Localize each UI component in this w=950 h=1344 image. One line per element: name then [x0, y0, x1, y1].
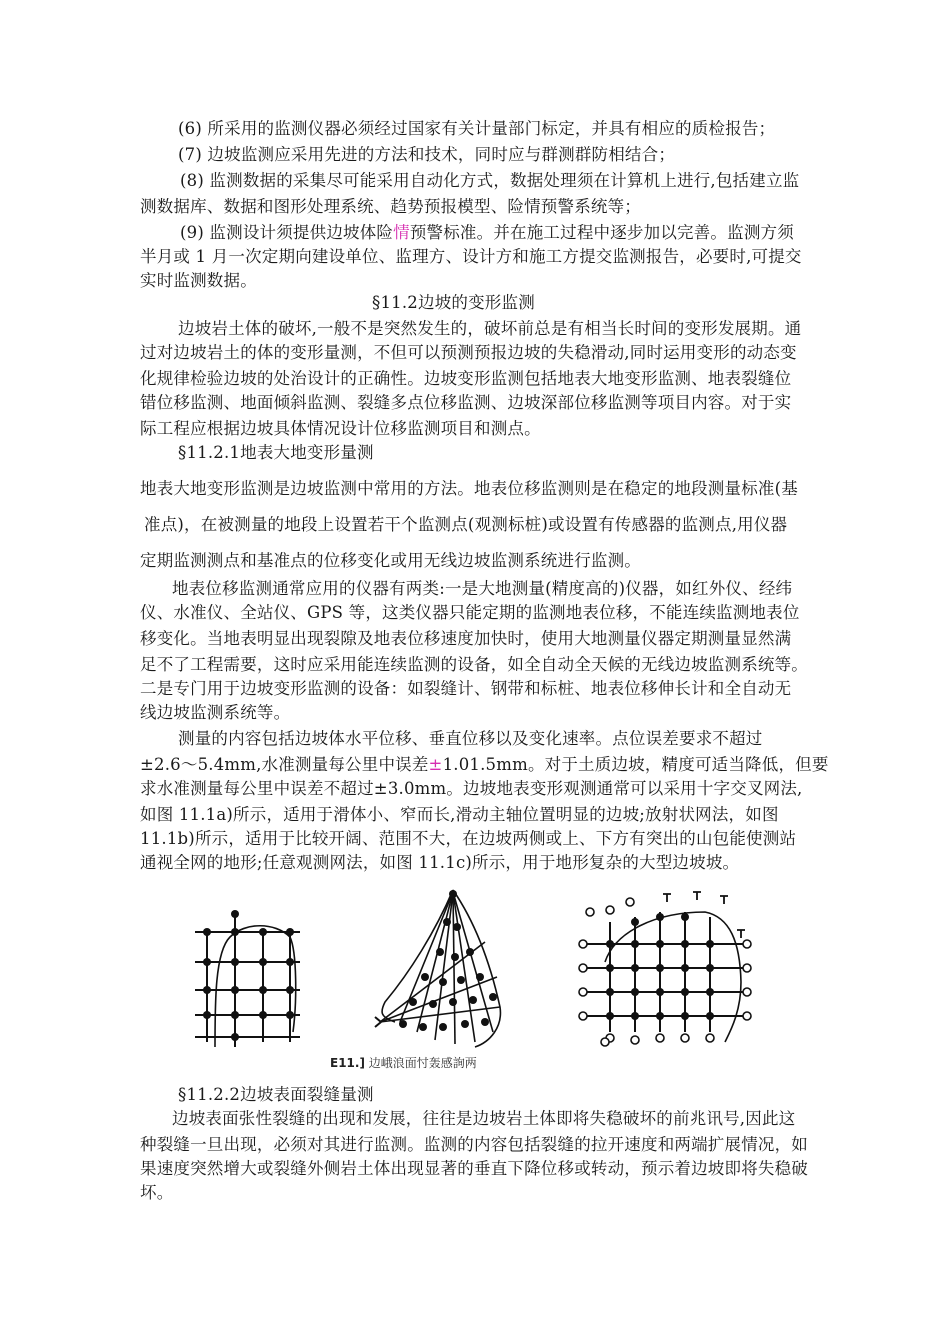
figure-11-1-monitoring-networks [185, 882, 785, 1052]
paragraph-line: 际工程应根据边坡具体情况设计位移监测项目和测点。 [140, 419, 541, 438]
paragraph-line: 求水准测量每公里中误差不超过±3.0mm。边坡地表变形观测通常可以采用十字交叉网法, [140, 779, 803, 798]
paragraph-line: 如图 11.1a)所示，适用于滑体小、窄而长,滑动主轴位置明显的边坡;放射状网法，如图 [140, 805, 779, 824]
section-11-2-2-heading: §11.2.2边坡表面裂缝量测 [178, 1085, 374, 1104]
item-7: (7) 边坡监测应采用先进的方法和技术，同时应与群测群防相结合； [178, 145, 676, 164]
paragraph-line: 定期监测测点和基准点的位移变化或用无线边坡监测系统进行监测。 [140, 551, 641, 570]
paragraph-line: 线边坡监测系统等。 [140, 703, 291, 722]
item-6: (6) 所采用的监测仪器必须经过国家有关计量部门标定，并具有相应的质检报告； [178, 119, 776, 138]
paragraph-line: 仪、水准仪、全站仪、GPS 等，这类仪器只能定期的监测地表位移，不能连续监测地表位 [140, 603, 800, 622]
paragraph-line: 通视全网的地形;任意观测网法，如图 11.1c)所示，用于地形复杂的大型边坡坡。 [140, 853, 740, 872]
highlighted-char: ± [428, 755, 443, 774]
paragraph-line: 移变化。当地表明显出现裂隙及地表位移速度加快时，使用大地测量仪器定期测量显然满 [140, 629, 792, 648]
radial-network-diagram [375, 890, 500, 1047]
paragraph-line: 边坡表面张性裂缝的出现和发展，往往是边坡岩土体即将失稳破坏的前兆讯号,因此这 [172, 1109, 796, 1128]
paragraph-line: 过对边坡岩土的体的变形量测，不但可以预测预报边坡的失稳滑动,同时运用变形的动态变 [140, 343, 797, 362]
paragraph-line: 边坡岩土体的破坏,一般不是突然发生的，破坏前总是有相当长时间的变形发展期。通 [178, 319, 802, 338]
item-8-line1: (8) 监测数据的采集尽可能采用自动化方式，数据处理须在计算机上进行,包括建立监 [180, 171, 800, 190]
paragraph-line: ±2.6～5.4mm,水准测量每公里中误差±1.01.5mm。对于土质边坡，精度可适当降低，但要 [140, 755, 829, 774]
highlighted-char: 情 [393, 223, 410, 242]
paragraph-line: 11.1b)所示，适用于比较开阔、范围不大，在边坡两侧或上、下方有突出的山包能使测站 [140, 829, 797, 848]
item-8-line2: 测数据库、数据和图形处理系统、趋势预报模型、险情预警系统等； [140, 197, 641, 216]
paragraph-line: 准点)，在被测量的地段上设置若干个监测点(观测标桩)或设置有传感器的监测点,用仪器 [144, 515, 788, 534]
paragraph-line: 地表位移监测通常应用的仪器有两类:一是大地测量(精度高的)仪器，如红外仪、经纬 [172, 579, 793, 598]
paragraph-line: 坏。 [140, 1183, 174, 1202]
paragraph-line: 果速度突然增大或裂缝外侧岩土体出现显著的垂直下降位移或转动，预示着边坡即将失稳破 [140, 1159, 808, 1178]
paragraph-line: 地表大地变形监测是边坡监测中常用的方法。地表位移监测则是在稳定的地段测量标准(基 [140, 479, 798, 498]
figure-caption: E11.] 边峨浪面忖轰感詢两 [330, 1056, 477, 1070]
item-9-line1: (9) 监测设计须提供边坡体险情预警标准。并在施工过程中逐步加以完善。监测方须 [180, 223, 794, 242]
paragraph-line: 测量的内容包括边坡体水平位移、垂直位移以及变化速率。点位误差要求不超过 [178, 729, 763, 748]
paragraph-line: 二是专门用于边坡变形监测的设备：如裂缝计、钢带和标桩、地表位移伸长计和全自动无 [140, 679, 792, 698]
paragraph-line: 错位移监测、地面倾斜监测、裂缝多点位移监测、边坡深部位移监测等项目内容。对于实 [140, 393, 792, 412]
section-11-2-1-heading: §11.2.1地表大地变形量测 [178, 443, 374, 462]
cross-network-diagram [195, 910, 300, 1047]
item-9-line3: 实时监测数据。 [140, 271, 257, 290]
paragraph-line: 化规律检验边坡的处治设计的正确性。边坡变形监测包括地表大地变形监测、地表裂缝位 [140, 369, 792, 388]
paragraph-line: 种裂缝一旦出现，必须对其进行监测。监测的内容包括裂缝的拉开速度和两端扩展情况，如 [140, 1135, 808, 1154]
section-11-2-heading: §11.2边坡的变形监测 [372, 293, 535, 312]
item-9-line2: 半月或 1 月一次定期向建设单位、监理方、设计方和施工方提交监测报告，必要时,可提交 [140, 247, 802, 266]
paragraph-line: 足不了工程需要，这时应采用能连续监测的设备，如全自动全天候的无线边坡监测系统等。 [140, 655, 808, 674]
arbitrary-network-diagram [579, 892, 751, 1046]
